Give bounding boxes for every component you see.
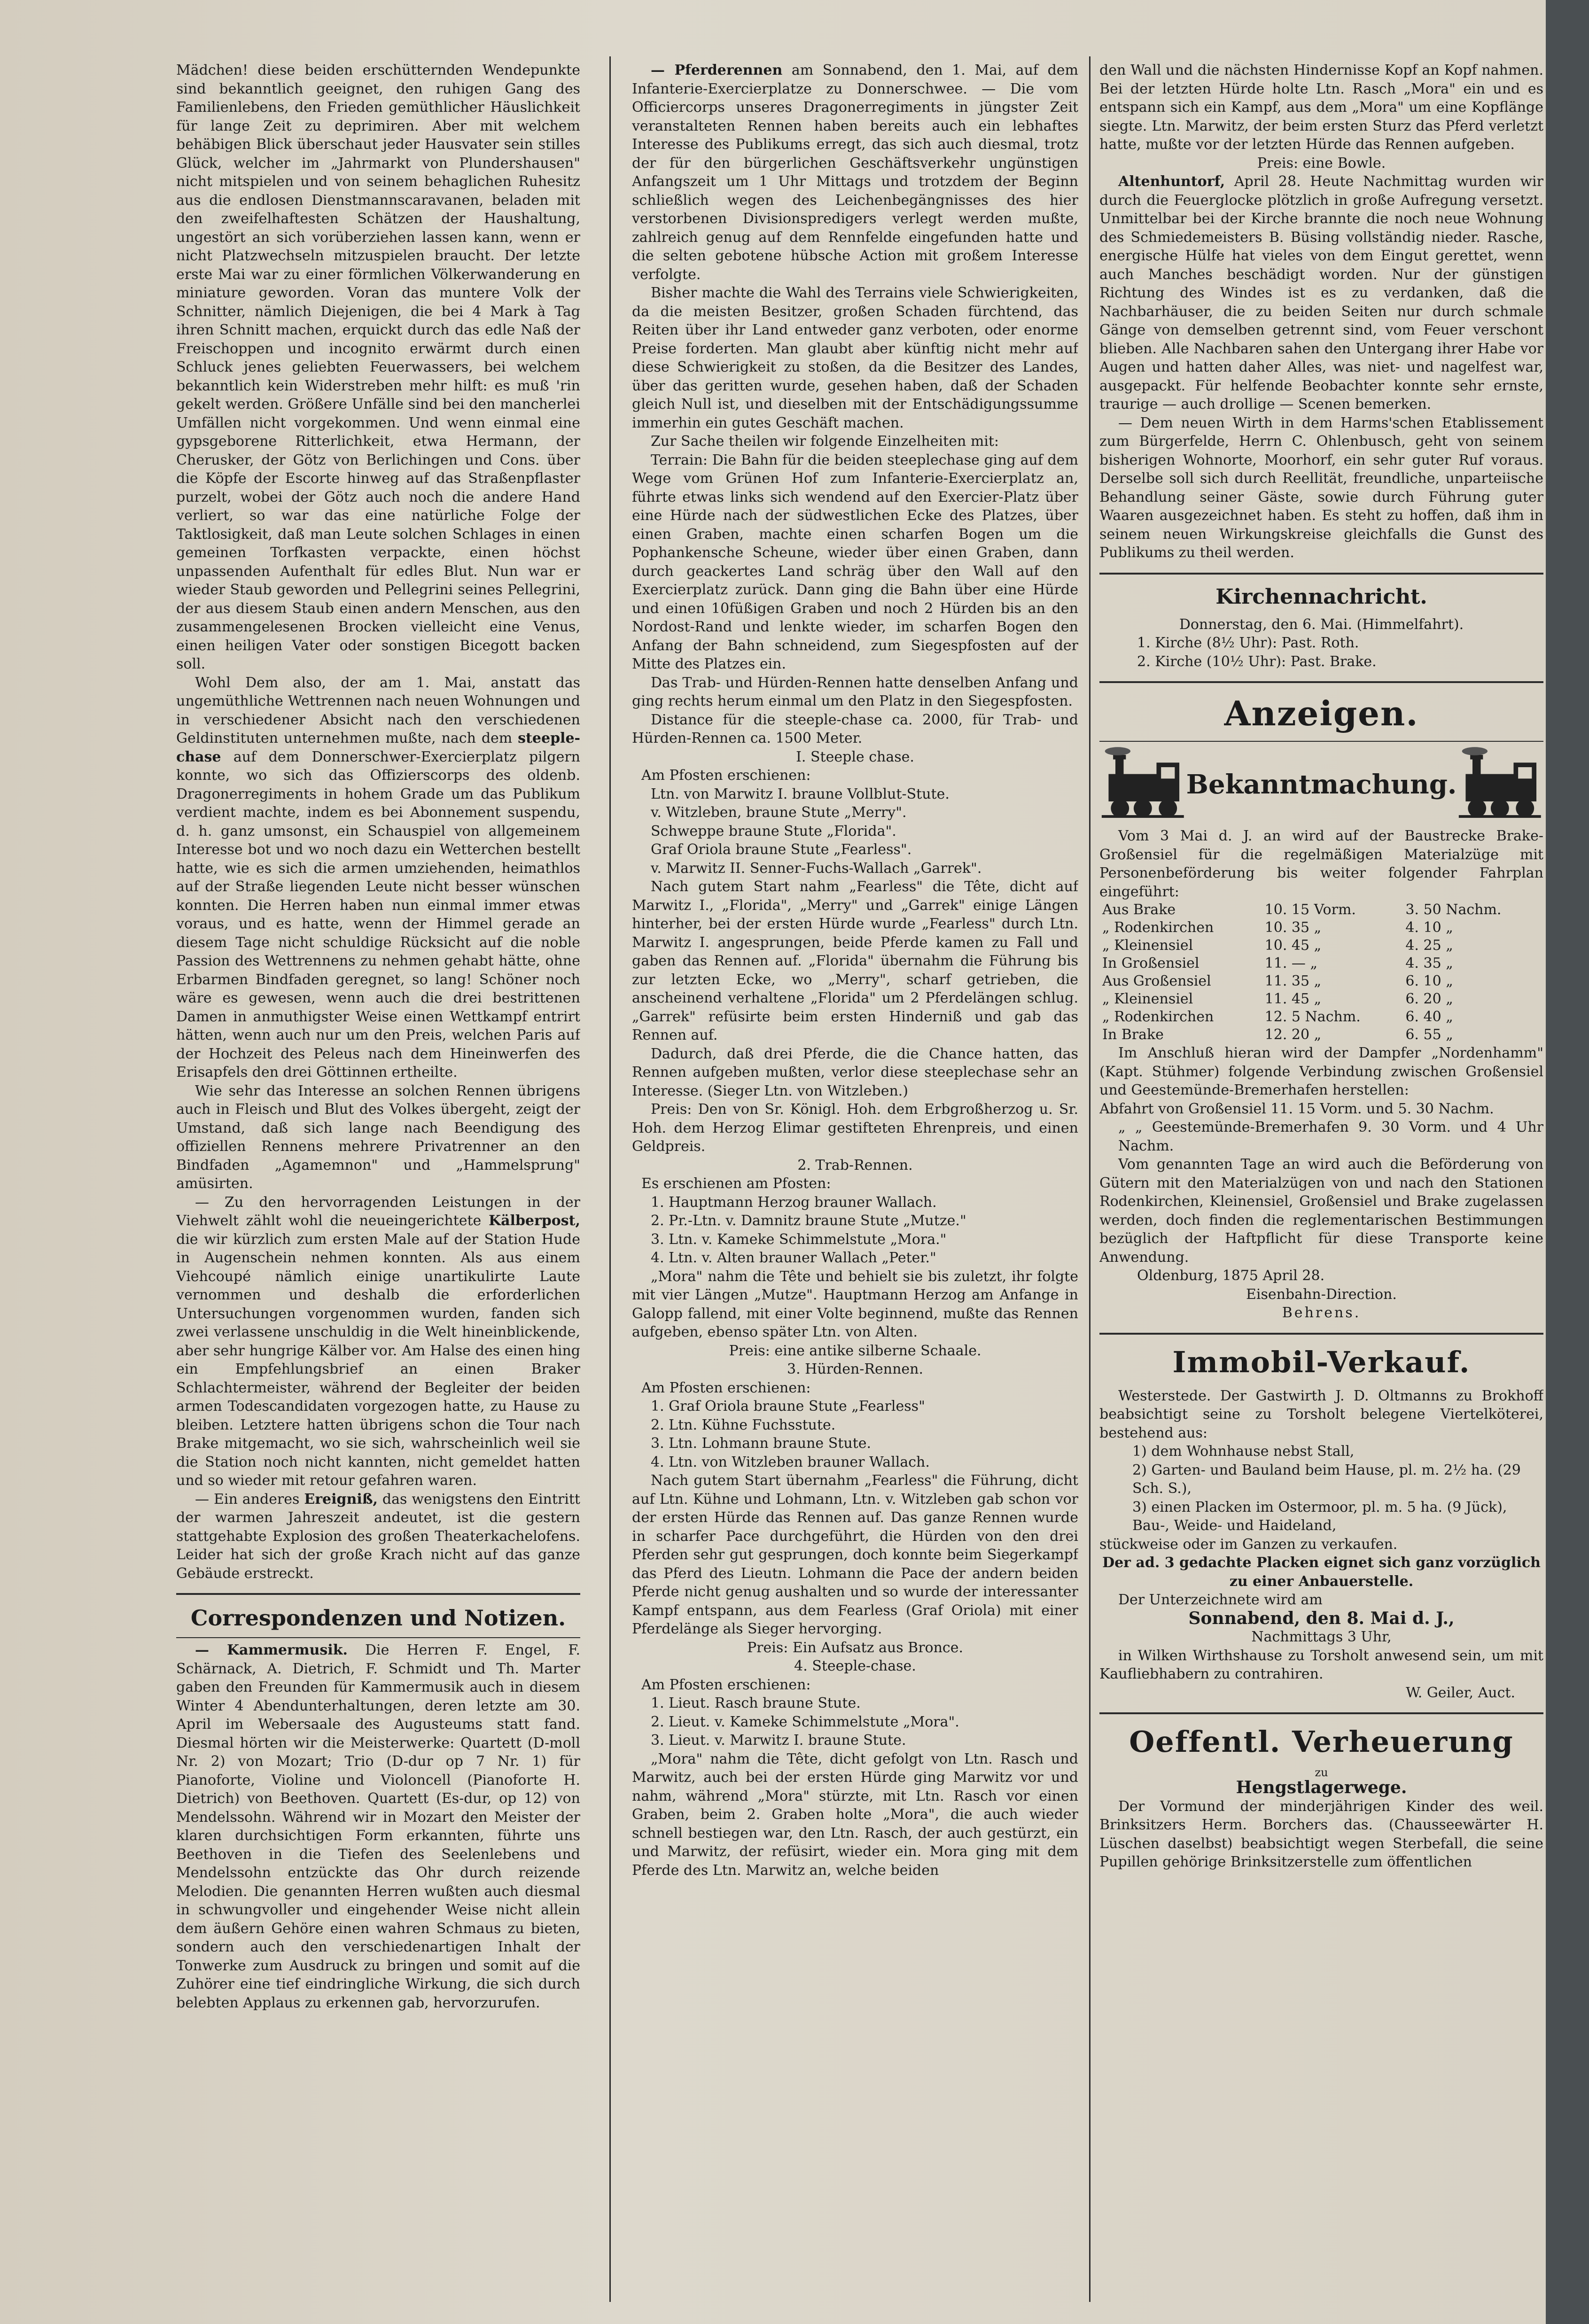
column-rule [1089, 56, 1090, 2302]
race-3-prize: Preis: Ein Aufsatz aus Bronce. [747, 1639, 964, 1656]
immobil-text: Westerstede. Der Gastwirth J. D. Oltmanns zu Brokhoff beabsichtigt seine zu Torsholt belegene Viertelköterei, bestehend aus: [1099, 1387, 1543, 1441]
schedule-time: 11. 45 „ [1264, 991, 1322, 1007]
race-4-prize: Preis: eine Bowle. [1257, 155, 1386, 171]
section-divider [1099, 1712, 1543, 1714]
bek-signature: Eisenbahn-Direction. [1246, 1286, 1397, 1303]
immobil-text-2: stückweise oder im Ganzen zu verkaufen. [1099, 1536, 1398, 1553]
schedule-row [1099, 990, 1543, 1008]
kammermusik-paragraph: — Kammermusik. Die Herren F. Engel, F. Schärnack, A. Dietrich, F. Schmidt und Th. Marter gaben den Freunden für Kammermusik auch in diesem Winter 4 Abendunterhaltungen, deren letzte am 30. April im Webersaale des Augusteums statt fand. Diesmal hörten wir die Meisterwerke: Quartett (D-moll Nr. 2) von Mozart; Trio (D-dur op 7 Nr. 1) für Pianoforte, Violine und Violoncell (Pianoforte H. Dietrich) von Beethoven. Quartett (Es-dur, op 12) von Mendelssohn. Während wir in Mozart den Meister der klaren durchsichtigen Form erkannten, führte uns Beethoven in die Tiefen des Seelenlebens und Mendelssohn entzückte das Ohr durch reizende Melodien. Die genannten Herren wußten auch diesmal in schwungvoller und eingehender Weise nicht allein dem äußern Gehöre einen wahren Schmaus zu bieten, sondern auch den verschiedenartigen Inhalt der Tonwerke zum Ausdruck zu bringen und somit auf die Zuhörer eine tief eindringliche Wirkung, die sich durch belebten Applaus zu erkennen gab, hervorzurufen. [176, 1642, 580, 2011]
list-item: 2. Lieut. v. Kameke Schimmelstute „Mora". [651, 1713, 959, 1730]
race-1-start: Am Pfosten erschienen: [641, 767, 811, 784]
kirchen-service-1: 1. Kirche (8½ Uhr): Past. Roth. [1137, 635, 1359, 651]
immobil-text-3: Der Unterzeichnete wird am [1118, 1592, 1323, 1608]
schedule-time: 11. 35 „ [1264, 973, 1322, 989]
list-item: 4. Ltn. v. Alten brauner Wallach „Peter." [651, 1250, 936, 1266]
ereignis-paragraph: — Ein anderes Ereigniß, das wenigstens den Eintritt der warmen Jahreszeit andeutet, ist die gestern stattgehabte Explosion des großen Theaterkachelofens. Leider hat sich der große Krach nicht auf das ganze Gebäude erstreckt. [176, 1491, 580, 1582]
locomotive-icon [1457, 746, 1543, 823]
schedule-station: Aus Großensiel [1102, 973, 1211, 989]
schedule-row [1099, 972, 1543, 990]
anzeigen-heading: Anzeigen. [1224, 693, 1419, 733]
harms-paragraph: — Dem neuen Wirth in dem Harms'schen Etablissement zum Bürgerfelde, Herrn C. Ohlenbusch, geht von seinem bisherigen Wohnorte, Moorhorf, ein sehr guter Ruf voraus. Derselbe soll sich durch Reellität, freundliche, unparteiische Behandlung seiner Gäste, sowie durch Führung guter Waaren ausgezeichnet haben. Es steht zu hoffen, daß ihm in seinem neuen Wirkungskreise gleichfalls die Gunst des Publikums zu theil werden. [1099, 414, 1543, 561]
abfahrt-line-2: „ „ Geestemünde-Bremerhafen 9. 30 Vorm. und 4 Uhr Nachm. [1118, 1119, 1543, 1154]
schedule-time: 6. 40 „ [1405, 1009, 1453, 1025]
section-heading: Correspondenzen und Notizen. [190, 1605, 566, 1631]
list-item: 3. Lieut. v. Marwitz I. braune Stute. [651, 1732, 906, 1749]
column-3 [1099, 61, 1543, 1872]
distance-note: Distance für die steeple-chase ca. 2000, für Trab- und Hürden-Rennen ca. 1500 Meter. [632, 711, 1078, 746]
list-item: 2. Ltn. Kühne Fuchsstute. [651, 1416, 836, 1433]
section-divider [1099, 681, 1543, 683]
schedule-row [1099, 937, 1543, 955]
race-2-prize: Preis: eine antike silberne Schaale. [729, 1342, 981, 1359]
race-2-start: Es erschienen am Pfosten: [641, 1175, 831, 1192]
verheuerung-heading: Oeffentl. Verheuerung [1129, 1725, 1514, 1759]
race-1-list [632, 785, 1078, 878]
schedule-row [1099, 1026, 1543, 1044]
schedule-time: 12. 5 Nachm. [1264, 1009, 1361, 1025]
course-description: Terrain: Die Bahn für die beiden steeplechase ging auf dem Wege vom Grünen Hof zum Infanterie-Exercierplatz an, führte etwas links sich wendend auf den Exercier-Platz über eine Hürde nach der südwestlichen Ecke des Platzes, über einen Graben, machte einen scharfen Bogen um die Pophankensche Scheune, wieder über einen Graben, dann durch geackertes Land schräg über den Wall auf den Exercierplatz zurück. Dann ging die Bahn über eine Hürde und einen 10füßigen Graben und noch 2 Hürden bis an den Nordost-Rand und lenkte wieder, im scharfen Bogen den Anfang der Bahn schneidend, zum Siegespfosten auf der Mitte des Platzes ein. [632, 451, 1078, 672]
dampfer-text: Im Anschluß hieran wird der Dampfer „Nordenhamm" (Kapt. Stühmer) folgende Verbindung zwischen Großensiel und Geestemünde-Bremerhafen herstellen: [1099, 1045, 1543, 1098]
schedule-time: 10. 45 „ [1264, 937, 1322, 954]
bekanntmachung-header [1099, 746, 1543, 823]
race-1-text-2: Dadurch, daß drei Pferde, die die Chance hatten, das Rennen aufgeben mußten, verlor diese steeplechase sehr an Interesse. (Sieger Ltn. von Witzleben.) [632, 1045, 1078, 1099]
immobil-bold-note: Der ad. 3 gedachte Placken eignet sich ganz vorzüglich zu einer Anbauerstelle. [1102, 1555, 1541, 1590]
column-1 [176, 61, 580, 2012]
list-item: 3. Ltn. v. Kameke Schimmelstute „Mora." [651, 1231, 947, 1248]
schedule-station: Aus Brake [1102, 902, 1176, 918]
schedule-row [1099, 901, 1543, 919]
schedule-station: „ Kleinensiel [1102, 937, 1193, 954]
schedule-row [1099, 955, 1543, 972]
list-item: 2. Pr.-Ltn. v. Damnitz braune Stute „Mutze." [651, 1213, 966, 1229]
race-3-text: Nach gutem Start übernahm „Fearless" die Führung, dicht auf Ltn. Kühne und Lohmann, Ltn. v. Witzleben gab schon vor der ersten Hürde das Rennen auf. Das ganze Rennen wurde in scharfer Pace durchgeführt, die Hürden von den drei Pferden sehr gut gesprungen, doch konnte beim Siegerkampf das Pferd des Lieutn. Lohmann die Pace der andern beiden Pferde nicht genug aushalten und so wurde der interessanter Kampf entspann, aus dem Fearless (Graf Oriola) mit einer Pferdelänge als Sieger hervorging. [632, 1472, 1078, 1637]
schedule-time: 6. 10 „ [1405, 973, 1453, 989]
altenhuntorf-paragraph: Altenhuntorf, April 28. Heute Nachmittag wurden wir durch die Feuerglocke plötzlich in große Aufregung versetzt. Unmittelbar bei der Kirche brannte die noch neue Wohnung des Schmiedemeisters B. Büsing vollständig nieder. Rasche, energische Hülfe hat vieles von dem Eingut gerettet, wenn auch Manches beschädigt worden. Nur der günstigen Richtung des Windes ist es zu verdanken, daß die Nachbarhäuser, die zu beiden Seiten nur durch schmale Gänge von demselben getrennt sind, vom Feuer verschont blieben. Alle Nachbaren sahen den Untergang ihrer Habe vor Augen und hatten daher Alles, was niet- und nagelfest war, ausgepackt. Für helfende Beobachter konnte sehr ernste, traurige — auch drollige — Scenen bemerken. [1099, 173, 1543, 412]
race-4-title: 4. Steeple-chase. [794, 1658, 916, 1674]
immobil-heading: Immobil-Verkauf. [1172, 1345, 1471, 1379]
section-divider [176, 1593, 580, 1595]
race-3-title: 3. Hürden-Rennen. [787, 1361, 923, 1377]
column-rule [609, 56, 611, 2302]
race-4-text: „Mora" nahm die Tête, dicht gefolgt von Ltn. Rasch und Marwitz, auch bei der ersten Hürde ging Marwitz vor und nahm, während „Mora" stürzte, mit Ltn. Rasch vor einen Graben, beim 2. Graben holte „Mora", die auch wieder schnell bestiegen war, den Ltn. Rasch, der auch gestürzt, ein und Marwitz, der refüsirt, wieder ein. Mora ging mit dem Pferde des Ltn. Marwitz an, welche beiden [632, 1750, 1078, 1879]
schedule-station: „ Kleinensiel [1102, 991, 1193, 1007]
scan-background [1546, 0, 1589, 2324]
section-divider [1099, 1333, 1543, 1335]
immobil-list [1099, 1442, 1543, 1535]
list-item: 3) einen Placken im Ostermoor, pl. m. 5 ha. (9 Jück), Bau-, Weide- und Haideland, [1132, 1499, 1507, 1534]
list-item: 1) dem Wohnhause nebst Stall, [1132, 1443, 1355, 1460]
schedule-station: In Großensiel [1102, 955, 1200, 972]
immobil-time: Nachmittags 3 Uhr, [1251, 1629, 1392, 1645]
list-item: v. Marwitz II. Senner-Fuchs-Wallach „Garrek". [651, 860, 982, 877]
trab-description: Das Trab- und Hürden-Rennen hatte denselben Anfang und ging rechts herum einmal um den Platz in den Siegespfosten. [632, 674, 1078, 709]
schedule-time: 10. 15 Vorm. [1264, 902, 1356, 918]
kirchen-service-2: 2. Kirche (10½ Uhr): Past. Brake. [1137, 653, 1377, 670]
bek-signature-name: Behrens. [1282, 1305, 1361, 1321]
race-4-start: Am Pfosten erschienen: [641, 1676, 811, 1693]
schedule-time: 6. 20 „ [1405, 991, 1453, 1007]
verheuerung-subtitle: Hengstlagerwege. [1236, 1778, 1407, 1797]
schedule-time: 10. 35 „ [1264, 919, 1322, 936]
steeple-paragraph: Wohl Dem also, der am 1. Mai, anstatt das ungemüthliche Wettrennen nach neuen Wohnungen und in verschiedener Absicht nach den verschiedenen Geldinstituten unternehmen mußte, nach dem steeple-chase auf dem Donnerschwer-Exercierplatz pilgern konnte, wo sich das Offizierscorps des oldenb. Dragonerregiments in hohem Grade um das Publikum verdient machte, indem es bei Abonnement suspendu, d. h. ganz umsonst, ein Schauspiel von allgemeinem Interesse bot und wo noch dazu ein Wetterchen bestellt hatte, wie es sich die armen umziehenden, heimathlos auf der Straße liegenden Leute nicht besser wünschen konnten. Die Herren haben nun einmal immer etwas voraus, und es hatte, wenn der Himmel gerade an diesem Tage nicht schuldige Rücksicht auf die noble Passion des Wettrennens zu nehmen gehabt hätte, ohne Erbarmen Bindfaden geregnet, so lang! Schöner noch wäre es gewesen, wenn auch die drei bestrittenen Damen in anmuthigster Weise einen Wettkampf entrirt hätten, wenn auch nur um den Preis, welchen Paris auf der Hochzeit des Peleus nach dem Hineinwerfen des Erisapfels den drei Göttinnen ertheilte. [176, 674, 580, 1080]
immobil-date: Sonnabend, den 8. Mai d. J., [1188, 1608, 1455, 1628]
schedule-row [1099, 1008, 1543, 1026]
schedule-station: In Brake [1102, 1026, 1164, 1043]
kirchen-heading: Kirchennachricht. [1215, 584, 1427, 609]
kirchen-date: Donnerstag, den 6. Mai. (Himmelfahrt). [1179, 616, 1464, 633]
schedule-time: 3. 50 Nachm. [1405, 902, 1502, 918]
schedule-time: 12. 20 „ [1264, 1026, 1322, 1043]
gueter-text: Vom genannten Tage an wird auch die Beförderung von Gütern mit den Materialzügen von und nach den Stationen Rodenkirchen, Kleinensiel, Großensiel und Brake zugelassen werden, doch finden die reglementarischen Bestimmungen bezüglich der Haftpflicht für diese Transporte keine Anwendung. [1099, 1156, 1543, 1266]
schedule-time: 4. 35 „ [1405, 955, 1453, 972]
race-3-list [632, 1397, 1078, 1471]
section-divider [1099, 741, 1543, 742]
bek-date: Oldenburg, 1875 April 28. [1137, 1267, 1325, 1284]
verheuerung-text: Der Vormund der minderjährigen Kinder des weil. Brinksitzers Herm. Borchers das. (Chausseewärter H. Lüschen daselbst) beabsichtigt wegen Sterbefall, die seine Pupillen gehörige Brinksitzerstelle zum öffentlichen [1099, 1798, 1543, 1870]
race-1-prize: Preis: Den von Sr. Königl. Hoh. dem Erbgroßherzog u. Sr. Hoh. dem Herzog Elimar gestifteten Ehrenpreis, und einen Geldpreis. [632, 1101, 1078, 1155]
section-divider [1099, 573, 1543, 575]
pferderennen-paragraph: — Pferderennen am Sonnabend, den 1. Mai, auf dem Infanterie-Exercierplatze zu Donnerschwee. — Die vom Officiercorps unseres Dragonerregiments in jüngster Zeit veranstalteten Rennen haben bereits auch ein lebhaftes Interesse des Publikums erregt, das sich auch diesmal, trotz der für den bürgerlichen Geschäftsverkehr ungünstigen Anfangszeit um 1 Uhr Mittags und trotzdem der Beginn schließlich wegen des Leichenbegängnisses des hier verstorbenen Divisionspredigers verlegt werden mußte, zahlreich genug auf dem Rennfelde eingefunden hatte und die selten gebotene hübsche Action mit großem Interesse verfolgte. [632, 62, 1078, 283]
list-item: Schweppe braune Stute „Florida". [651, 823, 896, 839]
immobil-text-4: in Wilken Wirthshause zu Torsholt anwesend sein, um mit Kaufliebhabern zu contrahiren. [1099, 1647, 1543, 1682]
schedule-time: 4. 25 „ [1405, 937, 1453, 954]
interest-paragraph: Wie sehr das Interesse an solchen Rennen übrigens auch in Fleisch und Blut des Volkes übergeht, zeigt der Umstand, daß sich lange nach Beendigung des offiziellen Rennens mehrere Privatrenner an den Bindfaden „Agamemnon" und „Hammelsprung" amüsirten. [176, 1082, 580, 1192]
immobil-signature: W. Geiler, Auct. [1406, 1684, 1515, 1701]
list-item: 1. Hauptmann Herzog brauner Wallach. [651, 1194, 937, 1211]
list-item: Ltn. von Marwitz I. braune Vollblut-Stute. [651, 785, 950, 802]
list-item: 2) Garten- und Bauland beim Hause, pl. m. 2½ ha. (29 Sch. S.), [1132, 1461, 1521, 1497]
section-divider [176, 1637, 580, 1638]
locomotive-icon [1099, 746, 1186, 823]
intro-paragraph: Mädchen! diese beiden erschütternden Wendepunkte sind bekanntlich geeignet, den ruhigen Gang des Familienlebens, den Frieden gemüthlicher Häuslichkeit für lange Zeit zu deprimiren. Aber mit welchem behäbigen Blick überschaut jeder Hausvater sein stilles Glück, welcher im „Jahrmarkt von Plundershausen" nicht mitspielen und von seinem behaglichen Ruhesitz aus die endlosen Dienstmannscaravanen, beladen mit den zweifelhaftesten Schätzen der Haushaltung, ungestört an sich vorüberziehen lassen kann, wenn er nicht Platzwechseln mitzuspielen braucht. Der letzte erste Mai war zu einer förmlichen Völkerwanderung en miniature geworden. Voran das muntere Volk der Schnitter, nämlich Diejenigen, die bei 4 Mark à Tag ihren Schnitt machen, erquickt durch das edle Naß der Freischoppen und incognito erwärmt durch einen Schluck jenes geliebten Feuerwassers, bei welchem bekanntlich kein Widerstreben mehr hilft: es muß 'rin gekelt werden. Größere Unfälle sind bei den mancherlei Umfällen nicht vorgekommen. Und wenn einmal eine gypsgeborene Ritterlichkeit, etwa Hermann, der Cherusker, der Götz von Berlichingen und Cons. über die Köpfe der Escorte hinweg auf das Straßenpflaster purzelt, wobei der Götz auch noch die andere Hand verliert, so war das eine natürliche Folge der Taktlosigkeit, daß man Leute solchen Schlages in einen gemeinen Torfkasten verpackte, einen höchst unpassenden Aufenthalt für edles Blut. Nun war er wieder Staub geworden und Pellegrini seines Pellegrini, der aus diesem Staub einen andern Menschen, aus den zusammengelesenen Brocken vielleicht eine Venus, einen heiligen Vater oder sonstigen Bicegott backen soll. [176, 62, 580, 672]
list-item: 1. Graf Oriola braune Stute „Fearless" [651, 1398, 925, 1415]
schedule-station: „ Rodenkirchen [1102, 919, 1214, 936]
schedule-row [1099, 919, 1543, 937]
list-item: 4. Ltn. von Witzleben brauner Wallach. [651, 1453, 930, 1470]
schedule-time: 4. 10 „ [1405, 919, 1453, 936]
list-item: 1. Lieut. Rasch braune Stute. [651, 1695, 861, 1711]
schedule-time: 6. 55 „ [1405, 1026, 1453, 1043]
kaelberpost-paragraph: — Zu den hervorragenden Leistungen in der Viehwelt zählt wohl die neueingerichtete Kälberpost, die wir kürzlich zum ersten Male auf der Station Hude in Augenschein nehmen konnten. Als aus einem Viehcoupé nämlich einige unartikulirte Laute vernommen und deshalb die erforderlichen Untersuchungen vorgenommen wurden, fanden sich zwei verlassene unschuldig in die Welt hineinblickende, aber sehr hungrige Kälber vor. Am Halse des einen hing ein Empfehlungsbrief an einen Braker Schlachtermeister, während der Begleiter der beiden armen Todescandidaten vorgezogen hatte, zu Hause zu bleiben. Letztere hatten übrigens schon die Tour nach Brake mitgemacht, wo sie sich, wahrscheinlich weil sie die Station noch nicht kannten, nicht gemeldet hatten und so wieder mit retour gefahren waren. [176, 1194, 580, 1489]
race-1-title: I. Steeple chase. [796, 748, 914, 765]
schedule-table [1099, 901, 1543, 1044]
bekanntmachung-title: Bekanntmachung. [1186, 769, 1457, 800]
verheuerung-zu: zu [1315, 1766, 1328, 1779]
schedule-station: „ Rodenkirchen [1102, 1009, 1214, 1025]
race-2-list [632, 1193, 1078, 1267]
race-2-text: „Mora" nahm die Tête und behielt sie bis zuletzt, ihr folgte mit vier Längen „Mutze". Hauptmann Herzog am Anfange in Galopp fallend, mit einer Volte beginnend, mußte das Rennen aufgeben, ebenso später Ltn. von Alten. [632, 1268, 1078, 1340]
schedule-time: 11. — „ [1264, 955, 1318, 972]
column-2 [632, 61, 1078, 1880]
race-3-start: Am Pfosten erschienen: [641, 1379, 811, 1396]
race-continuation: den Wall und die nächsten Hindernisse Kopf an Kopf nahmen. Bei der letzten Hürde holte Ltn. Rasch „Mora" ein und es entspann sich ein Kampf, aus dem „Mora" um eine Kopflänge siegte. Ltn. Marwitz, der beim ersten Sturz das Pferd verletzt hatte, mußte vor der letzten Hürde das Rennen aufgeben. [1099, 62, 1543, 153]
details-intro: Zur Sache theilen wir folgende Einzelheiten mit: [651, 433, 999, 450]
list-item: Graf Oriola braune Stute „Fearless". [651, 841, 912, 858]
abfahrt-line-1: Abfahrt von Großensiel 11. 15 Vorm. und 5. 30 Nachm. [1099, 1100, 1494, 1117]
bekanntmachung-text: Vom 3 Mai d. J. an wird auf der Baustrecke Brake-Großensiel für die regelmäßigen Materialzüge mit Personenbeförderung bis weiter folgender Fahrplan eingeführt: [1099, 828, 1543, 900]
list-item: v. Witzleben, braune Stute „Merry". [651, 804, 907, 821]
race-4-list [632, 1694, 1078, 1750]
terrain-paragraph: Bisher machte die Wahl des Terrains viele Schwierigkeiten, da die meisten Besitzer, großen Schaden fürchtend, das Reiten über ihr Land entweder ganz verboten, oder enorme Preise forderten. Man glaubt aber künftig nicht mehr auf diese Schwierigkeit zu stoßen, da die Besitzer des Landes, über das geritten wurde, gesehen haben, daß der Schaden gleich Null ist, und dieselben mit der Entschädigungssumme immerhin ein gutes Geschäft machen. [632, 285, 1078, 431]
list-item: 3. Ltn. Lohmann braune Stute. [651, 1435, 871, 1452]
race-2-title: 2. Trab-Rennen. [797, 1157, 913, 1174]
race-1-text: Nach gutem Start nahm „Fearless" die Tête, dicht auf Marwitz I., „Florida", „Merry" und „Garrek" einige Längen hinterher, bei der ersten Hürde wurde „Fearless" durch Ltn. Marwitz I. angesprungen, beide Pferde kamen zu Fall und gaben das Rennen auf. „Florida" übernahm die Führung bis zur letzten Ecke, wo „Merry", scharf getrieben, die anscheinend verhaltene „Florida" um 2 Pferdelängen schlug. „Garrek" refüsirte beim ersten Hinderniß und gab das Rennen auf. [632, 878, 1078, 1043]
